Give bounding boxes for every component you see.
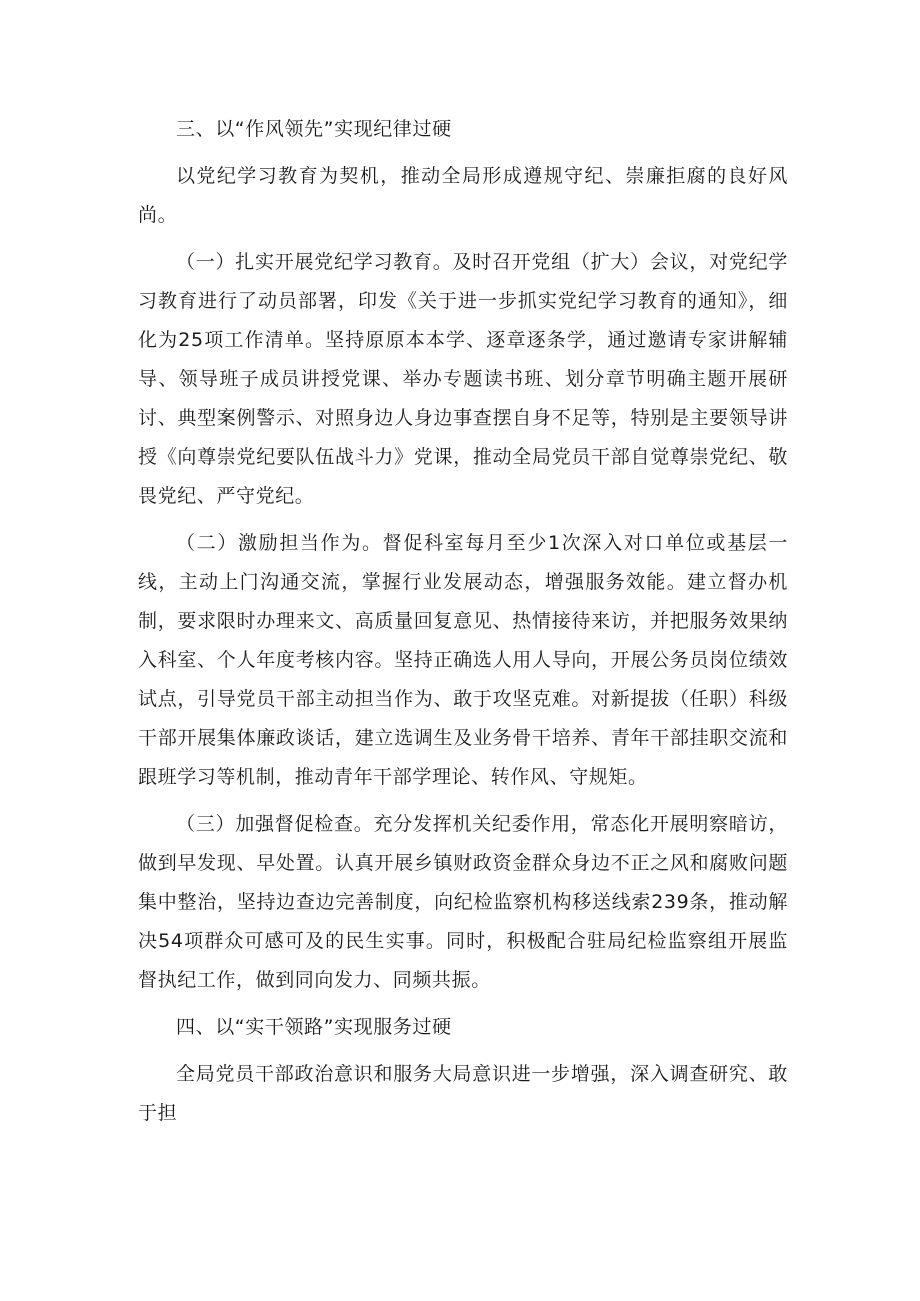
document-body <box>138 110 788 1141</box>
paragraph: 以党纪学习教育为契机，推动全局形成遵规守纪、崇廉拒腐的良好风尚。 <box>138 165 788 226</box>
paragraph: 全局党员干部政治意识和服务大局意识进一步增强，深入调查研究、敢于担 <box>138 1063 788 1124</box>
paragraph: （二）激励担当作为。督促科室每月至少1次深入对口单位或基层一线，主动上门沟通交流，掌握行业发展动态，增强服务效能。建立督办机制，要求限时办理来文、高质量回复意见、热情接待来访，并把服务效果纳入科室、个人年度考核内容。坚持正确选人用人导向，开展公务员岗位绩效试点，引导党员干部主动担当作为、敢于攻坚克难。对新提拔（任职）科级干部开展集体廉政谈话，建立选调生及业务骨干培养、青年干部挂职交流和跟班学习等机制，推动青年干部学理论、转作风、守规矩。 <box>138 532 788 788</box>
paragraph: （三）加强督促检查。充分发挥机关纪委作用，常态化开展明察暗访，做到早发现、早处置。认真开展乡镇财政资金群众身边不正之风和腐败问题集中整治，坚持边查边完善制度，向纪检监察机构移送线索239条，推动解决54项群众可感可及的民生实事。同时，积极配合驻局纪检监察组开展监督执纪工作，做到同向发力、同频共振。 <box>138 813 788 991</box>
section-heading: 三、以“作风领先”实现纪律过硬 <box>176 118 452 140</box>
section-heading: 四、以“实干领路”实现服务过硬 <box>176 1016 452 1038</box>
paragraph: （一）扎实开展党纪学习教育。及时召开党组（扩大）会议，对党纪学习教育进行了动员部署，印发《关于进一步抓实党纪学习教育的通知》，细化为25项工作清单。坚持原原本本学、逐章逐条学，通过邀请专家讲解辅导、领导班子成员讲授党课、举办专题读书班、划分章节明确主题开展研讨、典型案例警示、对照身边人身边事查摆自身不足等，特别是主要领导讲授《向尊崇党纪要队伍战斗力》党课，推动全局党员干部自觉尊崇党纪、敬畏党纪、严守党纪。 <box>138 251 788 507</box>
